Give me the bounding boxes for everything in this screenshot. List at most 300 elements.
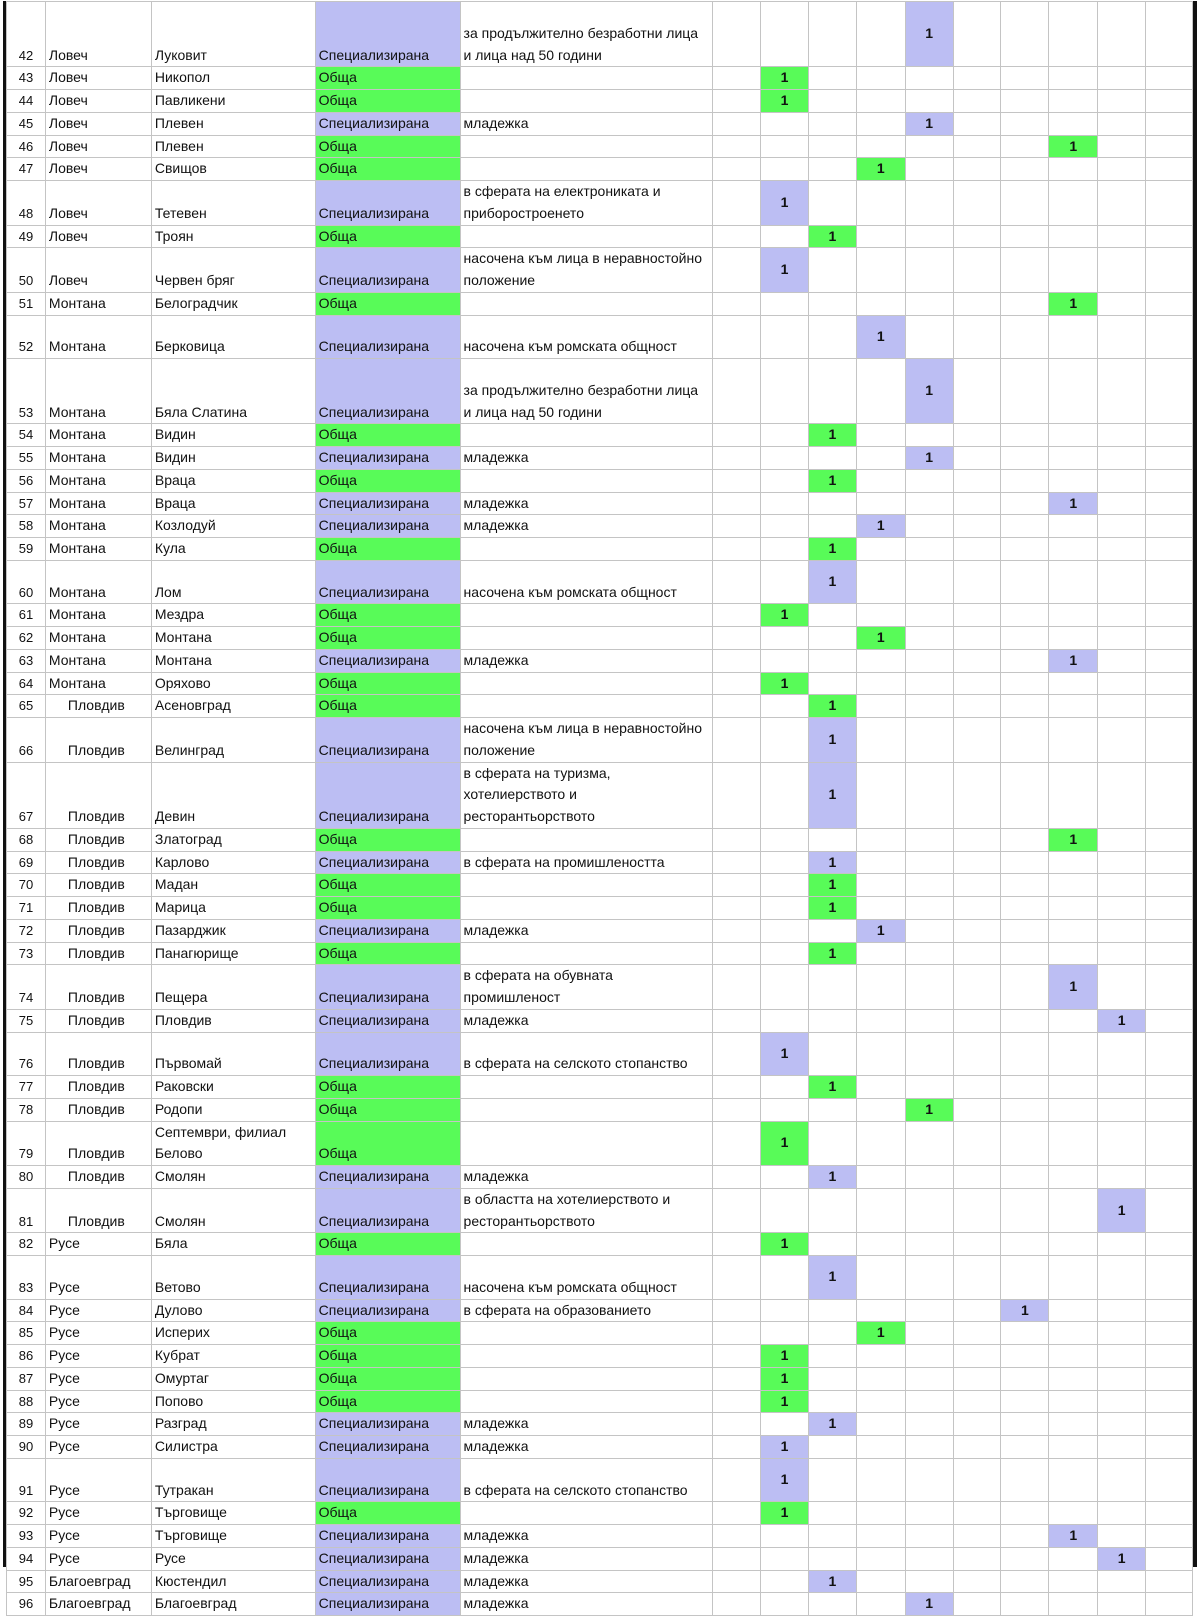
row-number-cell[interactable]: 80: [7, 1166, 46, 1189]
empty-cell[interactable]: [1001, 1009, 1049, 1032]
empty-cell[interactable]: [1001, 874, 1049, 897]
city-cell[interactable]: Луковит: [151, 2, 315, 67]
empty-cell[interactable]: [905, 315, 953, 359]
empty-cell[interactable]: [1098, 1390, 1146, 1413]
empty-cell[interactable]: [761, 897, 809, 920]
empty-cell[interactable]: [1146, 292, 1193, 315]
city-cell[interactable]: Ветово: [151, 1256, 315, 1300]
empty-cell[interactable]: [808, 919, 856, 942]
mark-cell[interactable]: 1: [808, 469, 856, 492]
mark-cell[interactable]: 1: [808, 1166, 856, 1189]
region-cell[interactable]: Ловеч: [45, 67, 151, 90]
empty-cell[interactable]: [953, 1345, 1001, 1368]
empty-cell[interactable]: [808, 515, 856, 538]
empty-cell[interactable]: [856, 1256, 905, 1300]
description-cell[interactable]: за продължително безработни лица и лица над 50 години: [460, 2, 713, 67]
empty-cell[interactable]: [808, 1345, 856, 1368]
mark-cell[interactable]: 1: [1049, 649, 1098, 672]
empty-cell[interactable]: [1146, 469, 1193, 492]
region-cell[interactable]: Благоевград: [45, 1570, 151, 1593]
type-cell[interactable]: Обща: [315, 1502, 460, 1525]
city-cell[interactable]: Панагюрище: [151, 942, 315, 965]
row-number-cell[interactable]: 66: [7, 718, 46, 763]
row-number-cell[interactable]: 78: [7, 1098, 46, 1121]
empty-cell[interactable]: [1146, 2, 1193, 67]
empty-cell[interactable]: [905, 424, 953, 447]
empty-cell[interactable]: [1146, 1299, 1193, 1322]
empty-cell[interactable]: [905, 672, 953, 695]
empty-cell[interactable]: [713, 1525, 761, 1548]
empty-cell[interactable]: [1146, 649, 1193, 672]
empty-cell[interactable]: [1146, 965, 1193, 1010]
empty-cell[interactable]: [1098, 1032, 1146, 1076]
empty-cell[interactable]: [761, 762, 809, 828]
empty-cell[interactable]: [905, 627, 953, 650]
type-cell[interactable]: Обща: [315, 90, 460, 113]
empty-cell[interactable]: [1098, 515, 1146, 538]
region-cell[interactable]: Пловдив: [45, 851, 151, 874]
empty-cell[interactable]: [1098, 1367, 1146, 1390]
type-cell[interactable]: Обща: [315, 627, 460, 650]
empty-cell[interactable]: [1098, 469, 1146, 492]
city-cell[interactable]: Берковица: [151, 315, 315, 359]
empty-cell[interactable]: [856, 1032, 905, 1076]
empty-cell[interactable]: [713, 447, 761, 470]
row-number-cell[interactable]: 61: [7, 604, 46, 627]
empty-cell[interactable]: [905, 1076, 953, 1099]
empty-cell[interactable]: [808, 248, 856, 293]
row-number-cell[interactable]: 58: [7, 515, 46, 538]
empty-cell[interactable]: [905, 181, 953, 226]
empty-cell[interactable]: [1001, 359, 1049, 424]
empty-cell[interactable]: [1001, 112, 1049, 135]
row-number-cell[interactable]: 64: [7, 672, 46, 695]
empty-cell[interactable]: [1049, 604, 1098, 627]
empty-cell[interactable]: [713, 1502, 761, 1525]
row-number-cell[interactable]: 89: [7, 1413, 46, 1436]
empty-cell[interactable]: [856, 604, 905, 627]
empty-cell[interactable]: [713, 1299, 761, 1322]
row-number-cell[interactable]: 95: [7, 1570, 46, 1593]
mark-cell[interactable]: 1: [1098, 1188, 1146, 1233]
empty-cell[interactable]: [953, 248, 1001, 293]
row-number-cell[interactable]: 88: [7, 1390, 46, 1413]
empty-cell[interactable]: [1146, 1570, 1193, 1593]
row-number-cell[interactable]: 90: [7, 1436, 46, 1459]
empty-cell[interactable]: [761, 135, 809, 158]
mark-cell[interactable]: 1: [808, 1413, 856, 1436]
empty-cell[interactable]: [856, 897, 905, 920]
empty-cell[interactable]: [953, 181, 1001, 226]
description-cell[interactable]: [460, 292, 713, 315]
empty-cell[interactable]: [713, 248, 761, 293]
city-cell[interactable]: Дулово: [151, 1299, 315, 1322]
empty-cell[interactable]: [808, 359, 856, 424]
description-cell[interactable]: [460, 1390, 713, 1413]
empty-cell[interactable]: [1049, 560, 1098, 604]
empty-cell[interactable]: [1146, 67, 1193, 90]
region-cell[interactable]: Русе: [45, 1345, 151, 1368]
empty-cell[interactable]: [1001, 1390, 1049, 1413]
region-cell[interactable]: Русе: [45, 1502, 151, 1525]
empty-cell[interactable]: [1146, 560, 1193, 604]
description-cell[interactable]: в сферата на обувната промишленост: [460, 965, 713, 1010]
region-cell[interactable]: Монтана: [45, 359, 151, 424]
empty-cell[interactable]: [953, 1121, 1001, 1166]
empty-cell[interactable]: [1098, 1121, 1146, 1166]
empty-cell[interactable]: [1001, 469, 1049, 492]
empty-cell[interactable]: [1098, 538, 1146, 561]
empty-cell[interactable]: [808, 1233, 856, 1256]
empty-cell[interactable]: [1001, 225, 1049, 248]
empty-cell[interactable]: [1098, 181, 1146, 226]
empty-cell[interactable]: [1049, 919, 1098, 942]
empty-cell[interactable]: [856, 1345, 905, 1368]
city-cell[interactable]: Тетевен: [151, 181, 315, 226]
empty-cell[interactable]: [1146, 359, 1193, 424]
empty-cell[interactable]: [1049, 1390, 1098, 1413]
empty-cell[interactable]: [808, 1367, 856, 1390]
row-number-cell[interactable]: 53: [7, 359, 46, 424]
empty-cell[interactable]: [953, 1188, 1001, 1233]
empty-cell[interactable]: [761, 492, 809, 515]
empty-cell[interactable]: [761, 225, 809, 248]
type-cell[interactable]: Специализирана: [315, 515, 460, 538]
empty-cell[interactable]: [1001, 135, 1049, 158]
empty-cell[interactable]: [953, 1458, 1001, 1502]
type-cell[interactable]: Обща: [315, 292, 460, 315]
empty-cell[interactable]: [953, 1413, 1001, 1436]
empty-cell[interactable]: [808, 67, 856, 90]
empty-cell[interactable]: [905, 158, 953, 181]
empty-cell[interactable]: [808, 90, 856, 113]
empty-cell[interactable]: [761, 359, 809, 424]
city-cell[interactable]: Плевен: [151, 112, 315, 135]
mark-cell[interactable]: 1: [856, 315, 905, 359]
empty-cell[interactable]: [905, 718, 953, 763]
empty-cell[interactable]: [1098, 1525, 1146, 1548]
description-cell[interactable]: [460, 627, 713, 650]
region-cell[interactable]: Монтана: [45, 292, 151, 315]
mark-cell[interactable]: 1: [905, 1593, 953, 1616]
empty-cell[interactable]: [713, 1345, 761, 1368]
empty-cell[interactable]: [713, 292, 761, 315]
empty-cell[interactable]: [1146, 1345, 1193, 1368]
empty-cell[interactable]: [761, 718, 809, 763]
empty-cell[interactable]: [953, 1525, 1001, 1548]
empty-cell[interactable]: [761, 112, 809, 135]
empty-cell[interactable]: [1001, 248, 1049, 293]
empty-cell[interactable]: [1098, 695, 1146, 718]
empty-cell[interactable]: [713, 695, 761, 718]
empty-cell[interactable]: [713, 1413, 761, 1436]
empty-cell[interactable]: [1001, 965, 1049, 1010]
description-cell[interactable]: насочена към ромската общност: [460, 315, 713, 359]
row-number-cell[interactable]: 86: [7, 1345, 46, 1368]
empty-cell[interactable]: [953, 1570, 1001, 1593]
type-cell[interactable]: Специализирана: [315, 1188, 460, 1233]
city-cell[interactable]: Пазарджик: [151, 919, 315, 942]
empty-cell[interactable]: [1049, 1032, 1098, 1076]
description-cell[interactable]: младежка: [460, 1436, 713, 1459]
empty-cell[interactable]: [1049, 1458, 1098, 1502]
city-cell[interactable]: Разград: [151, 1413, 315, 1436]
region-cell[interactable]: Русе: [45, 1256, 151, 1300]
empty-cell[interactable]: [1049, 469, 1098, 492]
description-cell[interactable]: младежка: [460, 1547, 713, 1570]
empty-cell[interactable]: [713, 538, 761, 561]
empty-cell[interactable]: [856, 225, 905, 248]
empty-cell[interactable]: [1001, 492, 1049, 515]
empty-cell[interactable]: [905, 851, 953, 874]
empty-cell[interactable]: [856, 1166, 905, 1189]
empty-cell[interactable]: [713, 604, 761, 627]
empty-cell[interactable]: [713, 1188, 761, 1233]
row-number-cell[interactable]: 79: [7, 1121, 46, 1166]
empty-cell[interactable]: [1098, 315, 1146, 359]
empty-cell[interactable]: [1049, 1121, 1098, 1166]
empty-cell[interactable]: [953, 315, 1001, 359]
type-cell[interactable]: Специализирана: [315, 1458, 460, 1502]
row-number-cell[interactable]: 56: [7, 469, 46, 492]
region-cell[interactable]: Монтана: [45, 604, 151, 627]
empty-cell[interactable]: [1098, 718, 1146, 763]
empty-cell[interactable]: [761, 874, 809, 897]
empty-cell[interactable]: [713, 469, 761, 492]
empty-cell[interactable]: [953, 1547, 1001, 1570]
empty-cell[interactable]: [1001, 1593, 1049, 1616]
city-cell[interactable]: Златоград: [151, 828, 315, 851]
empty-cell[interactable]: [1098, 1345, 1146, 1368]
empty-cell[interactable]: [1001, 1032, 1049, 1076]
empty-cell[interactable]: [1098, 851, 1146, 874]
empty-cell[interactable]: [953, 649, 1001, 672]
empty-cell[interactable]: [856, 1502, 905, 1525]
empty-cell[interactable]: [1146, 1525, 1193, 1548]
city-cell[interactable]: Лом: [151, 560, 315, 604]
empty-cell[interactable]: [856, 828, 905, 851]
empty-cell[interactable]: [1049, 762, 1098, 828]
region-cell[interactable]: Монтана: [45, 492, 151, 515]
mark-cell[interactable]: 1: [808, 695, 856, 718]
row-number-cell[interactable]: 45: [7, 112, 46, 135]
empty-cell[interactable]: [953, 851, 1001, 874]
city-cell[interactable]: Търговище: [151, 1502, 315, 1525]
empty-cell[interactable]: [713, 560, 761, 604]
type-cell[interactable]: Специализирана: [315, 1525, 460, 1548]
empty-cell[interactable]: [1001, 919, 1049, 942]
empty-cell[interactable]: [1001, 695, 1049, 718]
row-number-cell[interactable]: 73: [7, 942, 46, 965]
empty-cell[interactable]: [1001, 538, 1049, 561]
mark-cell[interactable]: 1: [761, 67, 809, 90]
row-number-cell[interactable]: 65: [7, 695, 46, 718]
row-number-cell[interactable]: 44: [7, 90, 46, 113]
empty-cell[interactable]: [856, 649, 905, 672]
mark-cell[interactable]: 1: [905, 1098, 953, 1121]
empty-cell[interactable]: [1098, 359, 1146, 424]
mark-cell[interactable]: 1: [1098, 1009, 1146, 1032]
empty-cell[interactable]: [856, 1367, 905, 1390]
empty-cell[interactable]: [1146, 515, 1193, 538]
empty-cell[interactable]: [953, 874, 1001, 897]
description-cell[interactable]: младежка: [460, 649, 713, 672]
row-number-cell[interactable]: 85: [7, 1322, 46, 1345]
empty-cell[interactable]: [808, 1525, 856, 1548]
empty-cell[interactable]: [953, 90, 1001, 113]
empty-cell[interactable]: [808, 1098, 856, 1121]
empty-cell[interactable]: [1001, 1345, 1049, 1368]
empty-cell[interactable]: [953, 942, 1001, 965]
empty-cell[interactable]: [1049, 538, 1098, 561]
empty-cell[interactable]: [713, 181, 761, 226]
region-cell[interactable]: Монтана: [45, 560, 151, 604]
description-cell[interactable]: [460, 695, 713, 718]
city-cell[interactable]: Видин: [151, 447, 315, 470]
mark-cell[interactable]: 1: [761, 1345, 809, 1368]
empty-cell[interactable]: [1049, 1322, 1098, 1345]
type-cell[interactable]: Обща: [315, 1367, 460, 1390]
region-cell[interactable]: Пловдив: [45, 1188, 151, 1233]
empty-cell[interactable]: [713, 851, 761, 874]
empty-cell[interactable]: [1001, 1547, 1049, 1570]
empty-cell[interactable]: [713, 1098, 761, 1121]
type-cell[interactable]: Специализирана: [315, 1570, 460, 1593]
empty-cell[interactable]: [713, 1570, 761, 1593]
empty-cell[interactable]: [905, 1166, 953, 1189]
mark-cell[interactable]: 1: [856, 627, 905, 650]
row-number-cell[interactable]: 68: [7, 828, 46, 851]
description-cell[interactable]: за продължително безработни лица и лица над 50 години: [460, 359, 713, 424]
empty-cell[interactable]: [953, 1098, 1001, 1121]
empty-cell[interactable]: [1001, 447, 1049, 470]
type-cell[interactable]: Обща: [315, 1098, 460, 1121]
empty-cell[interactable]: [761, 1098, 809, 1121]
empty-cell[interactable]: [905, 1009, 953, 1032]
empty-cell[interactable]: [905, 67, 953, 90]
empty-cell[interactable]: [905, 1436, 953, 1459]
empty-cell[interactable]: [1146, 225, 1193, 248]
empty-cell[interactable]: [1001, 718, 1049, 763]
empty-cell[interactable]: [1098, 649, 1146, 672]
empty-cell[interactable]: [953, 604, 1001, 627]
empty-cell[interactable]: [953, 515, 1001, 538]
empty-cell[interactable]: [1098, 1570, 1146, 1593]
empty-cell[interactable]: [856, 672, 905, 695]
city-cell[interactable]: Смолян: [151, 1188, 315, 1233]
empty-cell[interactable]: [1146, 874, 1193, 897]
empty-cell[interactable]: [1001, 1188, 1049, 1233]
type-cell[interactable]: Обща: [315, 158, 460, 181]
empty-cell[interactable]: [1146, 1076, 1193, 1099]
empty-cell[interactable]: [1098, 560, 1146, 604]
empty-cell[interactable]: [1146, 1098, 1193, 1121]
type-cell[interactable]: Обща: [315, 1121, 460, 1166]
type-cell[interactable]: Обща: [315, 942, 460, 965]
city-cell[interactable]: Първомай: [151, 1032, 315, 1076]
city-cell[interactable]: Плевен: [151, 135, 315, 158]
empty-cell[interactable]: [856, 2, 905, 67]
empty-cell[interactable]: [953, 135, 1001, 158]
empty-cell[interactable]: [761, 2, 809, 67]
empty-cell[interactable]: [953, 112, 1001, 135]
empty-cell[interactable]: [1146, 135, 1193, 158]
type-cell[interactable]: Специализирана: [315, 1413, 460, 1436]
description-cell[interactable]: младежка: [460, 112, 713, 135]
city-cell[interactable]: Монтана: [151, 627, 315, 650]
empty-cell[interactable]: [1098, 604, 1146, 627]
empty-cell[interactable]: [905, 1413, 953, 1436]
region-cell[interactable]: Монтана: [45, 672, 151, 695]
empty-cell[interactable]: [1049, 315, 1098, 359]
empty-cell[interactable]: [1001, 181, 1049, 226]
empty-cell[interactable]: [1098, 762, 1146, 828]
description-cell[interactable]: [460, 828, 713, 851]
empty-cell[interactable]: [905, 1256, 953, 1300]
empty-cell[interactable]: [1146, 897, 1193, 920]
mark-cell[interactable]: 1: [808, 874, 856, 897]
empty-cell[interactable]: [905, 965, 953, 1010]
empty-cell[interactable]: [1049, 67, 1098, 90]
city-cell[interactable]: Оряхово: [151, 672, 315, 695]
row-number-cell[interactable]: 51: [7, 292, 46, 315]
type-cell[interactable]: Специализирана: [315, 1009, 460, 1032]
empty-cell[interactable]: [856, 447, 905, 470]
empty-cell[interactable]: [905, 1570, 953, 1593]
type-cell[interactable]: Обща: [315, 1233, 460, 1256]
region-cell[interactable]: Пловдив: [45, 897, 151, 920]
description-cell[interactable]: [460, 1345, 713, 1368]
empty-cell[interactable]: [713, 1032, 761, 1076]
empty-cell[interactable]: [856, 1525, 905, 1548]
empty-cell[interactable]: [761, 851, 809, 874]
mark-cell[interactable]: 1: [905, 359, 953, 424]
description-cell[interactable]: насочена към ромската общност: [460, 560, 713, 604]
city-cell[interactable]: Карлово: [151, 851, 315, 874]
mark-cell[interactable]: 1: [1049, 965, 1098, 1010]
empty-cell[interactable]: [808, 292, 856, 315]
empty-cell[interactable]: [953, 424, 1001, 447]
empty-cell[interactable]: [1098, 1166, 1146, 1189]
type-cell[interactable]: Обща: [315, 874, 460, 897]
empty-cell[interactable]: [905, 1390, 953, 1413]
region-cell[interactable]: Пловдив: [45, 1009, 151, 1032]
region-cell[interactable]: Русе: [45, 1390, 151, 1413]
city-cell[interactable]: Раковски: [151, 1076, 315, 1099]
empty-cell[interactable]: [1098, 1593, 1146, 1616]
empty-cell[interactable]: [1049, 1233, 1098, 1256]
region-cell[interactable]: Ловеч: [45, 112, 151, 135]
type-cell[interactable]: Специализирана: [315, 649, 460, 672]
empty-cell[interactable]: [953, 762, 1001, 828]
empty-cell[interactable]: [953, 447, 1001, 470]
description-cell[interactable]: [460, 942, 713, 965]
row-number-cell[interactable]: 77: [7, 1076, 46, 1099]
type-cell[interactable]: Специализирана: [315, 1166, 460, 1189]
empty-cell[interactable]: [713, 1458, 761, 1502]
city-cell[interactable]: Бяла Слатина: [151, 359, 315, 424]
region-cell[interactable]: Русе: [45, 1367, 151, 1390]
description-cell[interactable]: [460, 897, 713, 920]
city-cell[interactable]: Кубрат: [151, 1345, 315, 1368]
city-cell[interactable]: Мадан: [151, 874, 315, 897]
type-cell[interactable]: Обща: [315, 828, 460, 851]
row-number-cell[interactable]: 91: [7, 1458, 46, 1502]
empty-cell[interactable]: [905, 762, 953, 828]
empty-cell[interactable]: [1049, 874, 1098, 897]
description-cell[interactable]: [460, 1121, 713, 1166]
empty-cell[interactable]: [856, 1076, 905, 1099]
